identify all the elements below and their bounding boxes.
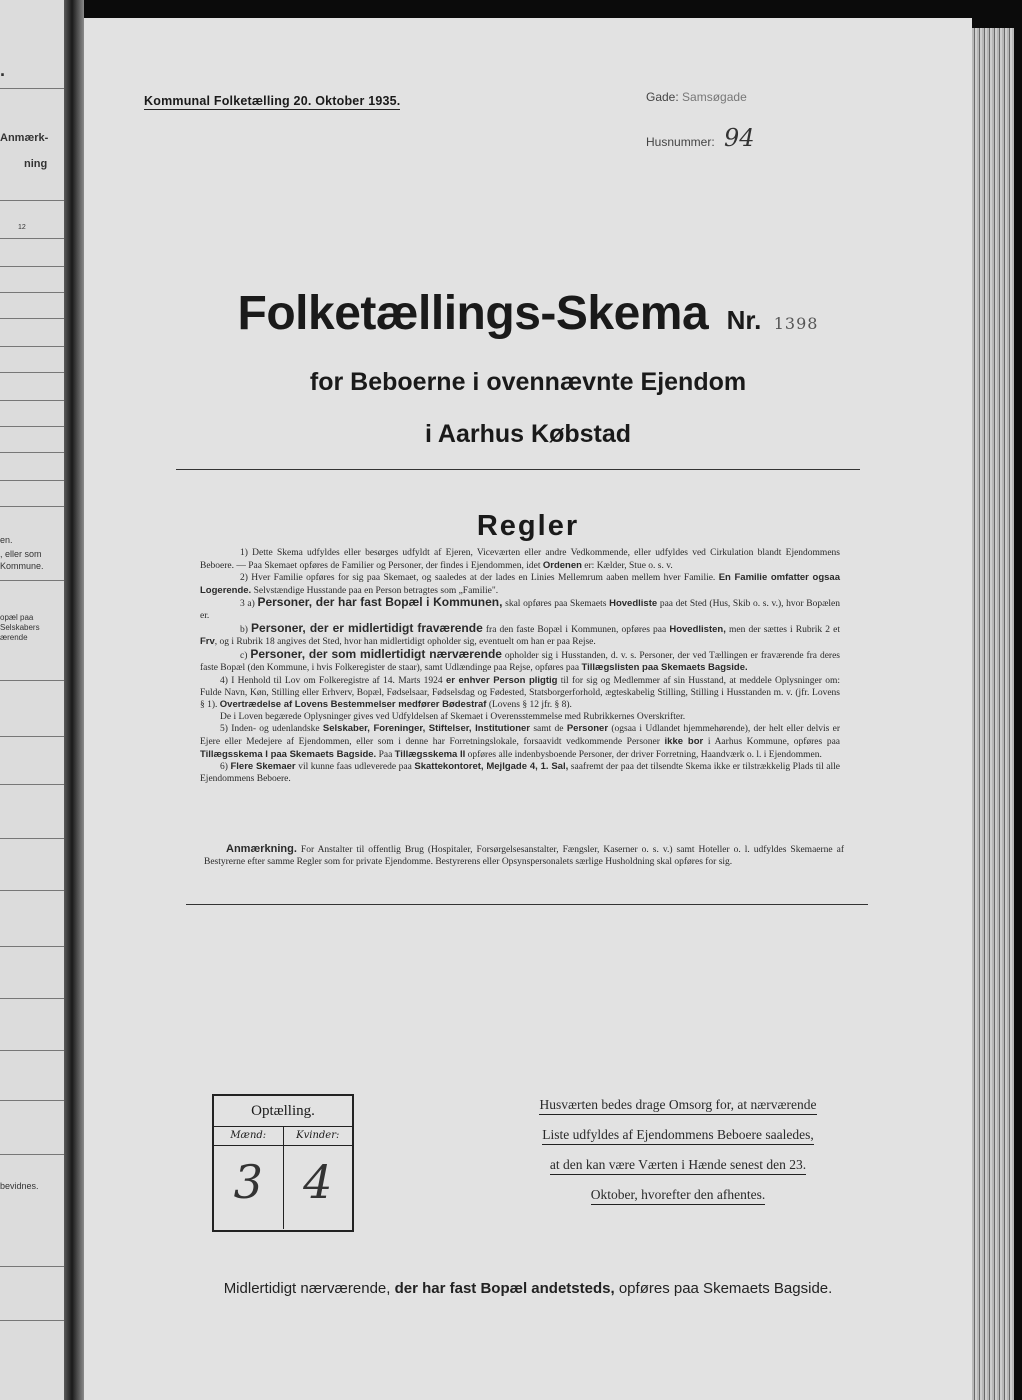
rule-5: 5) Inden- og udenlandske Selskaber, Foreninger, Stiftelser, Institutioner samt de Personer (ogsaa i Udlandet hjemmehørende), der helt eller delvis er Ejere eller Medejere af Ejendommen, eller som i denne har Forretningslokale, forsaavidt vedkommende Personer ikke bor i Aarhus Kommune, opføres paa Tillægsskema I paa Skemaets Bagside. Paa Tillægsskema II opføres alle indenbysboende Personer, der driver Forretning, Haandværk o. l. i Ejendommen.	[200, 723, 841, 760]
left-anmaerk: Anmærk-	[0, 132, 49, 144]
notice-line-2: Liste udfyldes af Ejendommens Beboere saaledes,	[542, 1126, 813, 1145]
notice-line-1: Husværten bedes drage Omsorg for, at nærværende	[539, 1096, 816, 1115]
notice-line-3: at den kan være Værten i Hænde senest den 23.	[550, 1156, 806, 1175]
left-frag4: opæl paa	[0, 613, 34, 622]
remark-label: Anmærkning.	[226, 843, 297, 855]
form-number-label: Nr.	[726, 305, 762, 335]
left-dot: .	[0, 60, 6, 80]
count-men-label: Mænd:	[214, 1127, 283, 1146]
count-men-value: 3	[233, 1155, 263, 1209]
form-number-value: 1398	[773, 314, 819, 333]
house-number-value: 94	[724, 124, 755, 152]
left-frag3: Kommune.	[0, 561, 44, 571]
count-box-title: Optælling.	[214, 1096, 352, 1127]
remark-paragraph	[204, 844, 844, 869]
rule-4: 4) I Henhold til Lov om Folkeregistre af 14. Marts 1924 er enhver Person pligtig til for sig og Medlemmer af sin Husstand, at meddele Oplysninger om: Fulde Navn, Køn, Stilling eller Erhverv, Bopæl, Fødselsaar, Fødselsdag og Fødested, Statsborgerforhold, ægteskabelig Stilling, Stilling i Husstanden m. v. (jfr. Lovens § 1). Overtrædelse af Lovens Bestemmelser medfører Bødestraf (Lovens § 12 jfr. § 8).	[200, 674, 841, 711]
book-gutter	[64, 0, 84, 1400]
street-label: Gade:	[646, 90, 679, 104]
rule-6: 6) Flere Skemaer vil kunne faas udleverede paa Skattekontoret, Mejlgade 4, 1. Sal, saafremt der paa det tilsendte Skema ikke er tilstrækkelig Plads til alle Ejendommens Beboere.	[200, 761, 841, 784]
census-header: Kommunal Folketælling 20. Oktober 1935.	[144, 94, 401, 108]
street-field	[646, 90, 747, 104]
form-title-main: Folketællings-Skema	[237, 287, 709, 340]
rule-3b: b) Personer, der er midlertidigt fraværende fra den faste Bopæl i Kommunen, opføres paa Hovedlisten, men der sættes i Rubrik 2 et Frv, og i Rubrik 18 angives det Sted, hvor han midlertidigt opholder sig, eventuelt om han er paa Rejse.	[200, 620, 841, 648]
form-subtitle-2: i Aarhus Købstad	[424, 420, 632, 448]
rules-text	[200, 548, 840, 785]
left-frag2: , eller som	[0, 549, 42, 559]
rule-4-note: De i Loven begærede Oplysninger gives ved Udfyldelsen af Skemaet i Overensstemmelse med Rubrikkernes Overskrifter.	[220, 711, 686, 722]
rules-heading: Regler	[476, 510, 580, 542]
left-frag6: ærende	[0, 633, 28, 642]
form-subtitle-1: for Beboerne i ovennævnte Ejendom	[309, 368, 747, 396]
divider-2	[186, 904, 868, 905]
count-women-column	[283, 1127, 353, 1229]
rule-3a: 3 a) Personer, der har fast Bopæl i Kommunen, skal opføres paa Skemaets Hovedliste paa det Sted (Hus, Skib o. s. v.), hvor Bopælen er.	[200, 595, 841, 621]
count-box	[212, 1094, 354, 1232]
left-ning: ning	[24, 158, 48, 170]
landlord-notice	[508, 1092, 848, 1212]
count-women-value: 4	[303, 1155, 333, 1209]
left-frag5: Selskabers	[0, 623, 40, 632]
street-value: Samsøgade	[682, 90, 747, 104]
left-frag7: bevidnes.	[0, 1181, 39, 1191]
form-title	[84, 286, 972, 341]
page-edges	[972, 28, 1014, 1400]
notice-line-4: Oktober, hvorefter den afhentes.	[591, 1186, 766, 1205]
house-number-label: Husnummer:	[646, 135, 715, 149]
rule-3c: c) Personer, der som midlertidigt nærværende opholder sig i Husstanden, d. v. s. Personer, der ved Tællingen er fraværende fra deres faste Bopæl (den Kommune, i hvis Folkeregister de staar), samt Udlændinge paa Rejse, opføres paa Tillægslisten paa Skemaets Bagside.	[200, 646, 840, 674]
bottom-note: Midlertidigt nærværende, der har fast Bopæl andetsteds, opføres paa Skemaets Bagside.	[223, 1280, 833, 1297]
house-number-field	[646, 124, 755, 152]
left-col-num: 12	[18, 224, 26, 231]
remark-text: For Anstalter til offentlig Brug (Hospitaler, Forsørgelsesanstalter, Fængsler, Kaserner o. s. v.) samt Hoteller o. l. udfyldes Skemaerne af Bestyrerne efter samme Regler som for private Ejendomme. Bestyrerens eller Opsynspersonalets særlige Husholdning skal opføres for sig.	[204, 845, 845, 867]
left-page-fragment	[0, 0, 64, 1400]
rule-1: 1) Dette Skema udfyldes eller besørges udfyldt af Ejeren, Viceværten eller andre Vedkommende, eller udfyldes ved Cirkulation blandt Ejendommens Beboere. — Paa Skemaet opføres de Familier og Personer, der findes i Ejendommen, idet Ordenen er: Kælder, Stue o. s. v.	[200, 548, 840, 571]
count-women-label: Kvinder:	[284, 1127, 353, 1146]
census-form-page	[84, 18, 972, 1400]
count-men-column	[214, 1127, 283, 1229]
left-frag1: en.	[0, 535, 13, 545]
rule-2: 2) Hver Familie opføres for sig paa Skemaet, og saaledes at der lades en Linies Mellemrum aaben mellem hver Familie. En Familie omfatter ogsaa Logerende. Selvstændige Husstande paa en Person betragtes som „Familie".	[200, 572, 840, 596]
divider	[176, 469, 860, 470]
